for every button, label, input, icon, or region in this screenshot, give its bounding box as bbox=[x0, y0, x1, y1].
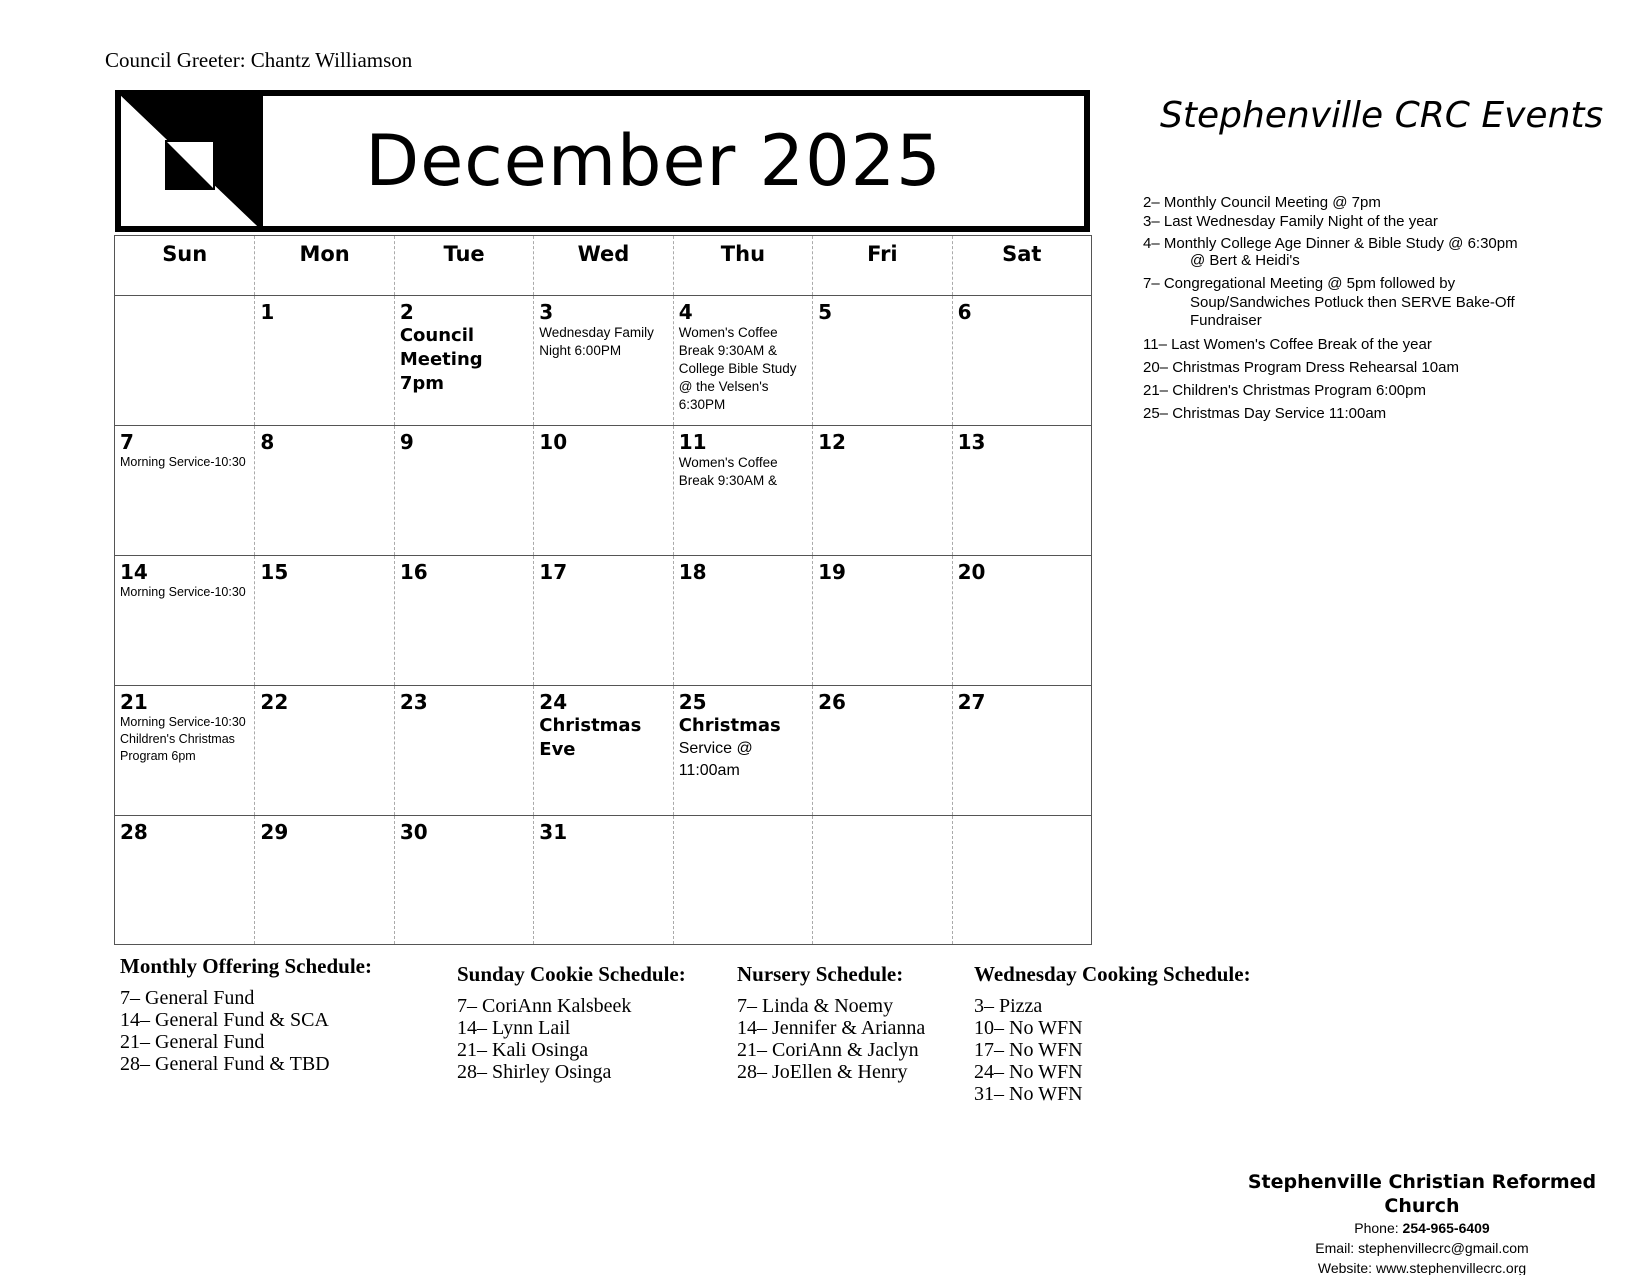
day-cell bbox=[394, 816, 533, 944]
day-cell bbox=[812, 296, 951, 425]
day-event: Morning Service-10:30 bbox=[120, 585, 246, 599]
day-cell bbox=[254, 556, 393, 685]
weekday-mon: Mon bbox=[254, 236, 393, 295]
day-cell bbox=[533, 686, 672, 815]
event-item: 25– Christmas Day Service 11:00am bbox=[1143, 405, 1387, 422]
day-event: Morning Service-10:30 bbox=[120, 455, 246, 469]
day-event: Council Meeting 7pm bbox=[399, 325, 483, 394]
day-cell bbox=[115, 556, 254, 685]
day-number: 1 bbox=[260, 300, 275, 324]
event-item: 3– Last Wednesday Family Night of the year bbox=[1143, 213, 1438, 230]
day-number: 25 bbox=[678, 690, 707, 714]
calendar-week bbox=[115, 686, 1091, 816]
day-cell bbox=[533, 426, 672, 555]
weekday-header-row bbox=[115, 236, 1091, 296]
events-list bbox=[1143, 193, 1613, 427]
day-cell bbox=[115, 816, 254, 944]
events-title: Stephenville CRC Events bbox=[1160, 95, 1604, 136]
calendar-grid bbox=[114, 235, 1092, 945]
weekday-fri: Fri bbox=[812, 236, 951, 295]
council-greeter: Council Greeter: Chantz Williamson bbox=[105, 48, 413, 72]
day-cell bbox=[812, 816, 951, 944]
email-address: stephenvillecrc@gmail.com bbox=[1358, 1240, 1529, 1256]
day-cell bbox=[812, 686, 951, 815]
schedule-heading: Nursery Schedule: bbox=[737, 962, 904, 986]
day-number: 12 bbox=[818, 430, 846, 454]
day-number: 27 bbox=[957, 690, 986, 714]
event-item: Fundraiser bbox=[1190, 312, 1262, 329]
day-number: 23 bbox=[399, 690, 428, 714]
day-cell bbox=[115, 296, 254, 425]
email-line: Email: stephenvillecrc@gmail.com bbox=[1315, 1240, 1529, 1256]
day-number: 7 bbox=[120, 430, 134, 454]
schedule-item: 7– General Fund bbox=[120, 987, 255, 1009]
day-event: Christmas Eve bbox=[539, 715, 642, 760]
day-cell bbox=[254, 426, 393, 555]
day-number: 18 bbox=[678, 560, 707, 584]
calendar-week bbox=[115, 426, 1091, 556]
day-cell bbox=[673, 296, 812, 425]
day-event: Morning Service-10:30 bbox=[120, 715, 246, 729]
day-cell bbox=[254, 816, 393, 944]
schedule-item: 28– JoEllen & Henry bbox=[737, 1061, 908, 1083]
day-cell bbox=[812, 426, 951, 555]
weekday-tue: Tue bbox=[394, 236, 533, 295]
day-number: 16 bbox=[399, 560, 428, 584]
event-item: 11– Last Women's Coffee Break of the year bbox=[1143, 336, 1432, 353]
website-line: Website: www.stephenvillecrc.org bbox=[1317, 1260, 1527, 1275]
day-event: Service @ 11:00am bbox=[678, 740, 753, 779]
schedule-item: 10– No WFN bbox=[974, 1017, 1083, 1039]
nursery-schedule bbox=[737, 963, 925, 1083]
day-cell bbox=[812, 556, 951, 685]
day-cell bbox=[533, 816, 672, 944]
day-cell bbox=[673, 556, 812, 685]
day-number: 19 bbox=[818, 560, 846, 584]
day-cell bbox=[533, 556, 672, 685]
phone-line: Phone: 254-965-6409 bbox=[1354, 1220, 1490, 1236]
day-cell bbox=[952, 296, 1091, 425]
schedule-item: 3– Pizza bbox=[974, 995, 1043, 1017]
day-cell bbox=[952, 686, 1091, 815]
day-cell bbox=[952, 426, 1091, 555]
schedule-item: 14– Lynn Lail bbox=[457, 1017, 571, 1039]
cookie-schedule bbox=[457, 963, 686, 1083]
schedule-item: 21– General Fund bbox=[120, 1031, 265, 1053]
schedule-item: 31– No WFN bbox=[974, 1083, 1083, 1105]
event-item: @ Bert & Heidi's bbox=[1190, 252, 1300, 269]
event-item: 20– Christmas Program Dress Rehearsal 10am bbox=[1143, 359, 1459, 376]
day-number: 10 bbox=[539, 430, 568, 454]
phone-number: 254-965-6409 bbox=[1402, 1220, 1490, 1236]
day-event: Children's Christmas Program 6pm bbox=[120, 732, 235, 763]
day-number: 30 bbox=[399, 820, 428, 844]
cooking-schedule bbox=[974, 963, 1251, 1105]
day-cell bbox=[673, 426, 812, 555]
schedule-item: 14– Jennifer & Arianna bbox=[737, 1017, 926, 1039]
day-number: 15 bbox=[260, 560, 289, 584]
weekday-wed: Wed bbox=[533, 236, 672, 295]
day-number: 11 bbox=[678, 430, 707, 454]
day-cell bbox=[394, 296, 533, 425]
church-contact-footer bbox=[1212, 1170, 1632, 1275]
event-item: 21– Children's Christmas Program 6:00pm bbox=[1143, 382, 1426, 399]
day-cell bbox=[254, 296, 393, 425]
day-number: 9 bbox=[399, 430, 414, 454]
schedule-item: 21– CoriAnn & Jaclyn bbox=[737, 1039, 919, 1061]
calendar-week bbox=[115, 816, 1091, 944]
church-name: Stephenville Christian Reformed Church bbox=[1247, 1171, 1597, 1217]
event-item: 7– Congregational Meeting @ 5pm followed by bbox=[1143, 275, 1456, 292]
month-title: December 2025 bbox=[365, 120, 942, 202]
day-number: 8 bbox=[260, 430, 275, 454]
schedule-heading: Monthly Offering Schedule: bbox=[120, 954, 372, 978]
calendar-weeks bbox=[115, 296, 1091, 944]
calendar-week bbox=[115, 296, 1091, 426]
day-cell bbox=[533, 296, 672, 425]
day-number: 29 bbox=[260, 820, 289, 844]
weekday-sat: Sat bbox=[952, 236, 1091, 295]
schedule-item: 24– No WFN bbox=[974, 1061, 1083, 1083]
day-event: Women's Coffee Break 9:30AM & bbox=[678, 455, 778, 488]
day-number: 24 bbox=[539, 690, 568, 714]
schedule-item: 7– Linda & Noemy bbox=[737, 995, 894, 1017]
day-number: 4 bbox=[678, 300, 693, 324]
calendar-week bbox=[115, 556, 1091, 686]
day-cell bbox=[673, 686, 812, 815]
schedule-item: 28– General Fund & TBD bbox=[120, 1053, 330, 1075]
day-cell bbox=[115, 426, 254, 555]
schedule-heading: Wednesday Cooking Schedule: bbox=[974, 962, 1251, 986]
day-event: Women's Coffee Break 9:30AM & College Bible Study @ the Velsen's 6:30PM bbox=[678, 325, 797, 412]
day-number: 31 bbox=[539, 820, 568, 844]
day-number: 14 bbox=[120, 560, 148, 584]
day-number: 26 bbox=[818, 690, 846, 714]
day-cell bbox=[254, 686, 393, 815]
schedule-heading: Sunday Cookie Schedule: bbox=[457, 962, 686, 986]
offering-schedule bbox=[120, 955, 372, 1075]
weekday-sun: Sun bbox=[162, 242, 208, 266]
calendar-header bbox=[115, 90, 1090, 232]
day-number: 5 bbox=[818, 300, 833, 324]
day-number: 21 bbox=[120, 690, 148, 714]
website-url: www.stephenvillecrc.org bbox=[1375, 1260, 1527, 1275]
day-number: 13 bbox=[957, 430, 986, 454]
day-cell bbox=[673, 816, 812, 944]
schedule-item: 7– CoriAnn Kalsbeek bbox=[457, 995, 632, 1017]
day-event: Wednesday Family Night 6:00PM bbox=[539, 325, 654, 358]
day-cell bbox=[952, 556, 1091, 685]
schedule-item: 28– Shirley Osinga bbox=[457, 1061, 612, 1083]
day-number: 28 bbox=[120, 820, 148, 844]
day-number: 17 bbox=[539, 560, 568, 584]
day-number: 3 bbox=[539, 300, 554, 324]
day-number: 6 bbox=[957, 300, 972, 324]
schedule-item: 14– General Fund & SCA bbox=[120, 1009, 329, 1031]
quilt-block-logo bbox=[121, 96, 263, 226]
day-cell bbox=[115, 686, 254, 815]
day-cell bbox=[394, 426, 533, 555]
day-event: Christmas bbox=[678, 715, 781, 736]
day-number: 2 bbox=[399, 300, 414, 324]
day-number: 22 bbox=[260, 690, 289, 714]
day-cell bbox=[394, 686, 533, 815]
event-item: 4– Monthly College Age Dinner & Bible Study @ 6:30pm bbox=[1143, 235, 1518, 252]
day-number: 20 bbox=[957, 560, 986, 584]
day-cell bbox=[394, 556, 533, 685]
event-item: Soup/Sandwiches Potluck then SERVE Bake-Off bbox=[1190, 294, 1515, 311]
weekday-thu: Thu bbox=[673, 236, 812, 295]
schedule-item: 17– No WFN bbox=[974, 1039, 1083, 1061]
day-cell bbox=[952, 816, 1091, 944]
schedule-item: 21– Kali Osinga bbox=[457, 1039, 589, 1061]
event-item: 2– Monthly Council Meeting @ 7pm bbox=[1143, 194, 1381, 211]
